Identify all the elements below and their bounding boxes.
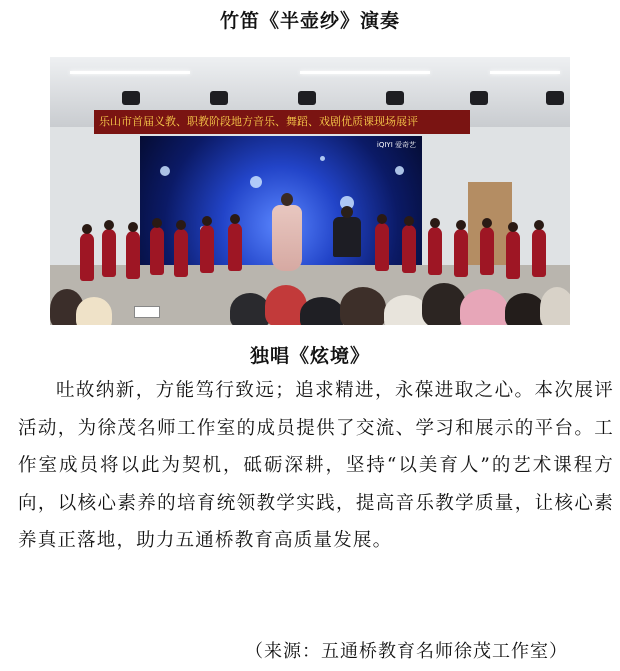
bokeh-light — [395, 166, 404, 175]
dancer — [150, 227, 164, 275]
audience-member — [230, 293, 270, 325]
caption-bamboo-flute: 竹笛《半壶纱》演奏 — [219, 10, 400, 32]
stage-spotlight — [546, 91, 564, 105]
seat-sign — [134, 306, 160, 318]
seated-performer — [333, 217, 361, 257]
stage-spotlight — [386, 91, 404, 105]
stage-spotlight — [298, 91, 316, 105]
dancer — [375, 223, 389, 271]
dancer — [102, 229, 116, 277]
audience-member — [300, 297, 344, 325]
dancer — [80, 233, 94, 281]
stage-spotlight — [210, 91, 228, 105]
dancer — [228, 223, 242, 271]
soloist-singer — [272, 205, 302, 271]
dancer — [200, 225, 214, 273]
dancer — [480, 227, 494, 275]
bokeh-light — [320, 156, 325, 161]
dancer — [506, 231, 520, 279]
stage-spotlight — [122, 91, 140, 105]
audience-member — [505, 293, 545, 325]
stage-spotlight — [470, 91, 488, 105]
ceiling-light — [490, 71, 560, 74]
bokeh-light — [160, 166, 170, 176]
body-paragraph: 吐故纳新，方能笃行致远；追求精进，永葆进取之心。本次展评活动，为徐茂名师工作室的成员提供了交流、学习和展示的平台。工作室成员将以此为契机，砥砺深耕，坚持“以美育人”的艺术课程方向，以核心素养的培育统领教学实践，提高音乐教学质量，让核心素养真正落地，助力五通桥教育高质量发展。 — [18, 380, 614, 551]
performance-photo — [50, 57, 570, 325]
dancer — [174, 229, 188, 277]
dancer — [532, 229, 546, 277]
ceiling-light — [70, 71, 190, 74]
screen-brand: iQIYI 爱奇艺 — [376, 141, 416, 149]
audience-member — [540, 287, 570, 325]
dancer — [428, 227, 442, 275]
source-attribution: （来源：五通桥教育名师徐茂工作室） — [245, 641, 568, 662]
ceiling-light — [300, 71, 430, 74]
audience-member — [460, 289, 508, 325]
dancer — [454, 229, 468, 277]
dancer — [402, 225, 416, 273]
audience-member — [76, 297, 112, 325]
event-banner: 乐山市首届义教、职教阶段地方音乐、舞蹈、戏剧优质课现场展评 — [94, 110, 470, 134]
caption-solo-singing: 独唱《炫境》 — [249, 345, 370, 367]
dancer — [126, 231, 140, 279]
audience-member — [340, 287, 386, 325]
bokeh-light — [250, 176, 262, 188]
